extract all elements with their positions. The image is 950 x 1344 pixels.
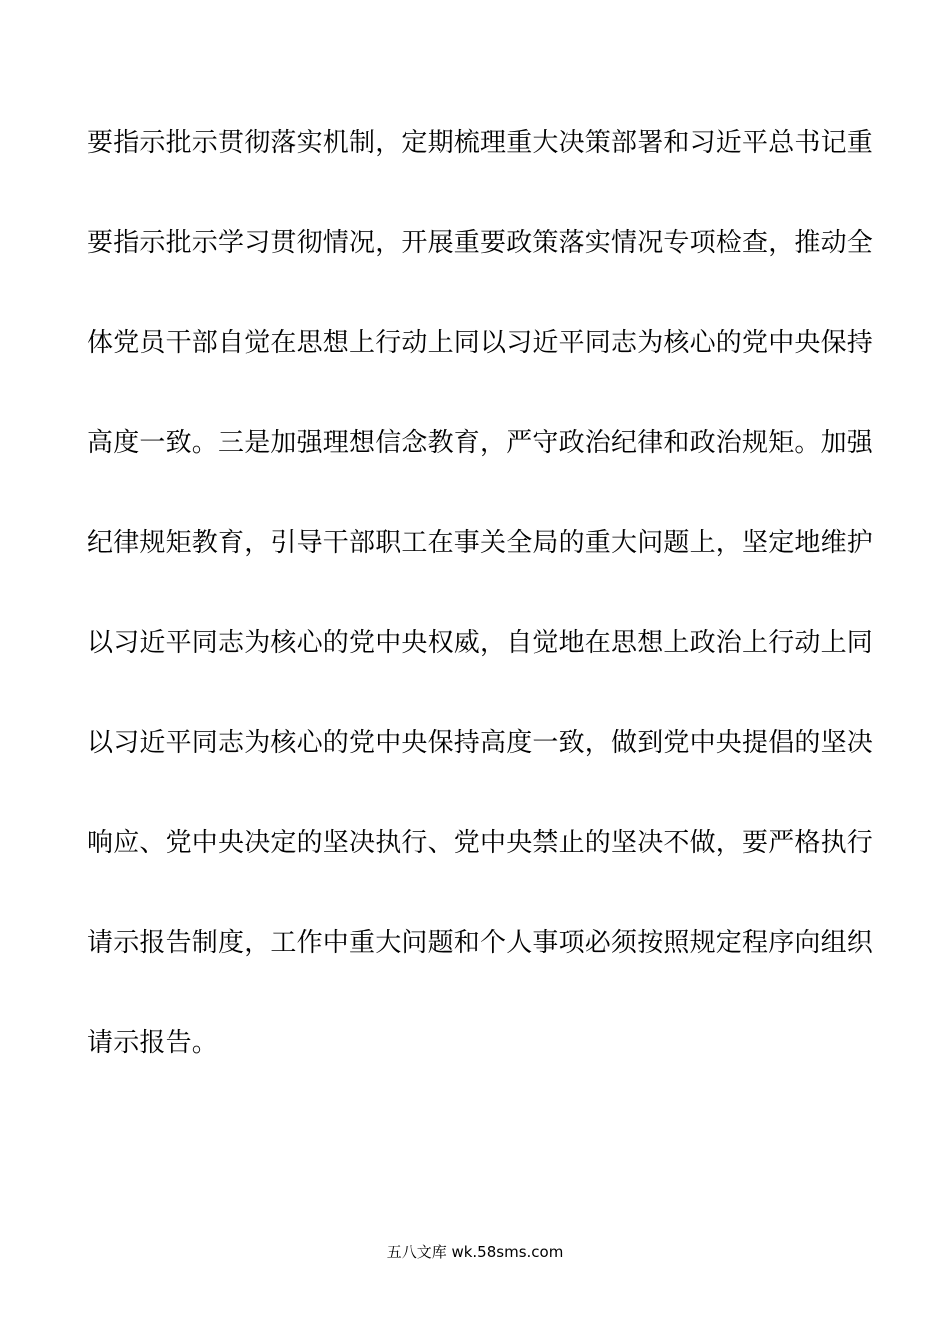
paragraph-line-9: 请示报告制度，工作中重大问题和个人事项必须按照规定程序向组织 [87, 928, 874, 958]
paragraph-line-2: 要指示批示学习贯彻情况，开展重要政策落实情况专项检查，推动全 [87, 228, 874, 258]
paragraph-line-5: 纪律规矩教育，引导干部职工在事关全局的重大问题上，坚定地维护 [87, 528, 874, 558]
paragraph-line-3: 体党员干部自觉在思想上行动上同以习近平同志为核心的党中央保持 [87, 328, 874, 358]
document-body [87, 120, 874, 1120]
paragraph-line-8: 响应、党中央决定的坚决执行、党中央禁止的坚决不做，要严格执行 [87, 828, 874, 858]
paragraph-line-10: 请示报告。 [87, 1028, 219, 1058]
paragraph-line-7: 以习近平同志为核心的党中央保持高度一致，做到党中央提倡的坚决 [87, 728, 874, 758]
paragraph-line-4: 高度一致。三是加强理想信念教育，严守政治纪律和政治规矩。加强 [87, 428, 874, 458]
paragraph-line-1: 要指示批示贯彻落实机制，定期梳理重大决策部署和习近平总书记重 [87, 128, 874, 158]
page-footer: 五八文库 wk.58sms.com [386, 1243, 564, 1261]
paragraph-line-6: 以习近平同志为核心的党中央权威，自觉地在思想上政治上行动上同 [87, 628, 874, 658]
